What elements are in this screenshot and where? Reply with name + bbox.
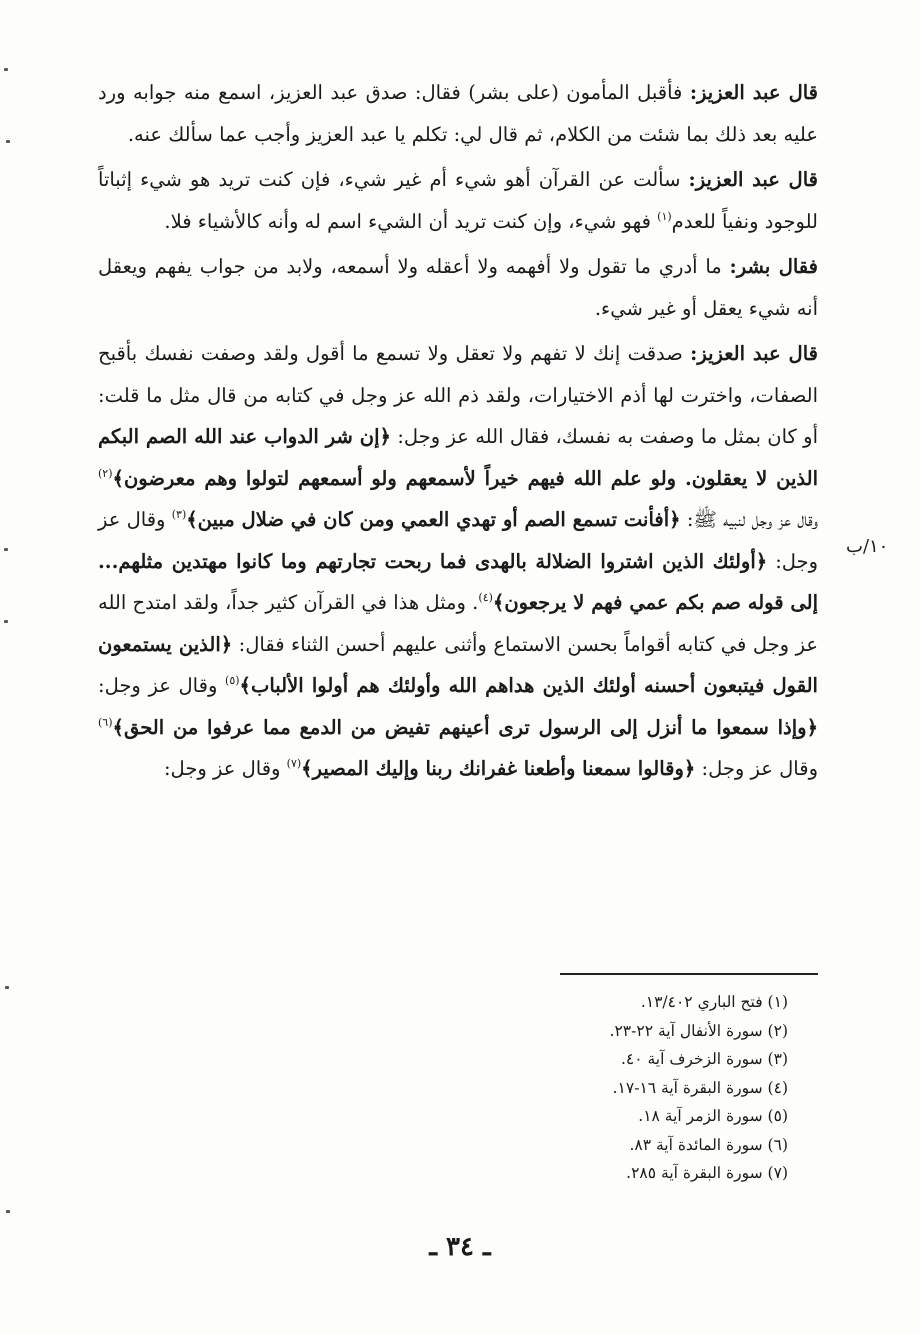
paragraph-text: فأقبل المأمون (على بشر) فقال: صدق عبد العزيز، اسمع منه جوابه ورد عليه بعد ذلك بما شئت من الكلام، ثم قال لي: تكلم يا عبد العزيز وأجب عما سألك عنه.: [98, 81, 818, 146]
footnote-item: (٧) سورة البقرة آية ٢٨٥.: [626, 1164, 788, 1182]
paragraph-text: سألت عن القرآن أهو شيء أم غير شيء، فإن كنت تريد هو شيء إثباتاً للوجود ونفياً للعدم: [98, 168, 818, 233]
scan-speck: [6, 1210, 10, 1213]
speaker-label: قال عبد العزيز:: [690, 342, 818, 365]
footnote-ref[interactable]: (٦): [98, 715, 113, 729]
footnote-ref[interactable]: (٢): [98, 466, 113, 480]
paragraph-1: [98, 72, 818, 155]
paragraph-3: [98, 246, 818, 329]
footnote-ref[interactable]: (٧): [286, 757, 302, 770]
footnote-item: (٣) سورة الزخرف آية ٤٠.: [620, 1050, 788, 1068]
scan-speck: [5, 986, 9, 989]
footnotes: [530, 988, 788, 1188]
paragraph-text: وقال عز وجل:: [695, 757, 818, 780]
paragraph-text: وقال عز وجل:: [98, 508, 818, 573]
footnote-item: (٤) سورة البقرة آية ١٦-١٧.: [612, 1078, 788, 1097]
footnote-ref[interactable]: (٤): [478, 591, 493, 604]
quran-quote: ﴿الذين يستمعون القول فيتبعون أحسنه أولئك الذين هداهم الله وأولئك هم أولوا الألباب﴾: [98, 632, 818, 697]
footnote-item: (١) فتح الباري ١٣/٤٠٢.: [640, 993, 788, 1011]
footnote-item: (٢) سورة الأنفال آية ٢٢-٢٣.: [609, 1021, 788, 1040]
scan-speck: [4, 68, 8, 71]
paragraph-text: . ومثل هذا في القرآن كثير جداً، ولقد امتدح الله عز وجل في كتابه أقواماً بحسن الاستماع وأثنى عليهم أحسن الثناء فقال:: [98, 591, 818, 656]
main-text: [98, 72, 818, 794]
footnote-ref[interactable]: (٥): [225, 674, 240, 687]
footnote-ref[interactable]: (١): [657, 209, 672, 223]
scan-speck: [4, 620, 8, 623]
paragraph-2: [98, 159, 818, 242]
paragraph-text: وقال عز وجل:: [163, 757, 287, 780]
speaker-label: قال عبد العزيز:: [689, 81, 818, 104]
footnote-ref[interactable]: (٣): [171, 508, 187, 521]
paragraph-text: ما أدري ما تقول ولا أفهمه ولا أعقله ولا أسمعه، ولابد من جواب يفهم ويعقل أنه شيء يعقل أو غير شيء.: [98, 255, 818, 320]
scan-speck: [6, 140, 10, 143]
speaker-label: قال عبد العزيز:: [688, 168, 818, 191]
quran-quote: ﴿وإذا سمعوا ما أنزل إلى الرسول ترى أعينهم تفيض من الدمع مما عرفوا من الحق﴾: [112, 715, 818, 739]
paragraph-text: فهو شيء، وإن كنت تريد أن الشيء اسم له وأنه كالأشياء فلا.: [164, 209, 658, 233]
scan-speck: [4, 548, 8, 551]
quran-quote: ﴿إن شر الدواب عند الله الصم البكم الذين لا يعقلون. ولو علم الله فيهم خيراً لأسمعهم ولو أسمعهم لتولوا وهم معرضون﴾: [98, 425, 818, 490]
footnote-item: (٥) سورة الزمر آية ١٨.: [638, 1107, 788, 1125]
quran-quote: ﴿وقالوا سمعنا وأطعنا غفرانك ربنا وإليك المصير﴾: [301, 757, 696, 780]
page-number: ـ ٣٤ ـ: [429, 1232, 491, 1262]
quran-quote: ﴿أفأنت تسمع الصم أو تهدي العمي ومن كان في ضلال مبين﴾: [186, 508, 681, 531]
paragraph-text: وقال عز وجل لنبيه ﷺ:: [680, 508, 819, 531]
paragraph-text: صدقت إنك لا تفهم ولا تعقل ولا تسمع ما أقول ولقد وصفت نفسك بأقبح الصفات، واخترت لها أذم الاختيارات، ولقد ذم الله عز وجل في كتابه من قال مثل ما قلت: أو كان بمثل ما وصفت به نفسك، فقال الله عز وجل:: [98, 342, 819, 448]
paragraph-4: [98, 333, 818, 790]
quran-quote: ﴿أولئك الذين اشتروا الضلالة بالهدى فما ربحت تجارتهم وما كانوا مهتدين مثلهم... إلى قوله صم بكم عمي فهم لا يرجعون﴾: [98, 549, 818, 614]
footnote-divider: [560, 973, 818, 975]
paragraph-text: وقال عز وجل:: [98, 674, 226, 697]
speaker-label: فقال بشر:: [729, 255, 818, 278]
manuscript-folio-marker: ١٠/ب: [846, 536, 889, 557]
footnote-item: (٦) سورة المائدة آية ٨٣.: [629, 1135, 788, 1154]
